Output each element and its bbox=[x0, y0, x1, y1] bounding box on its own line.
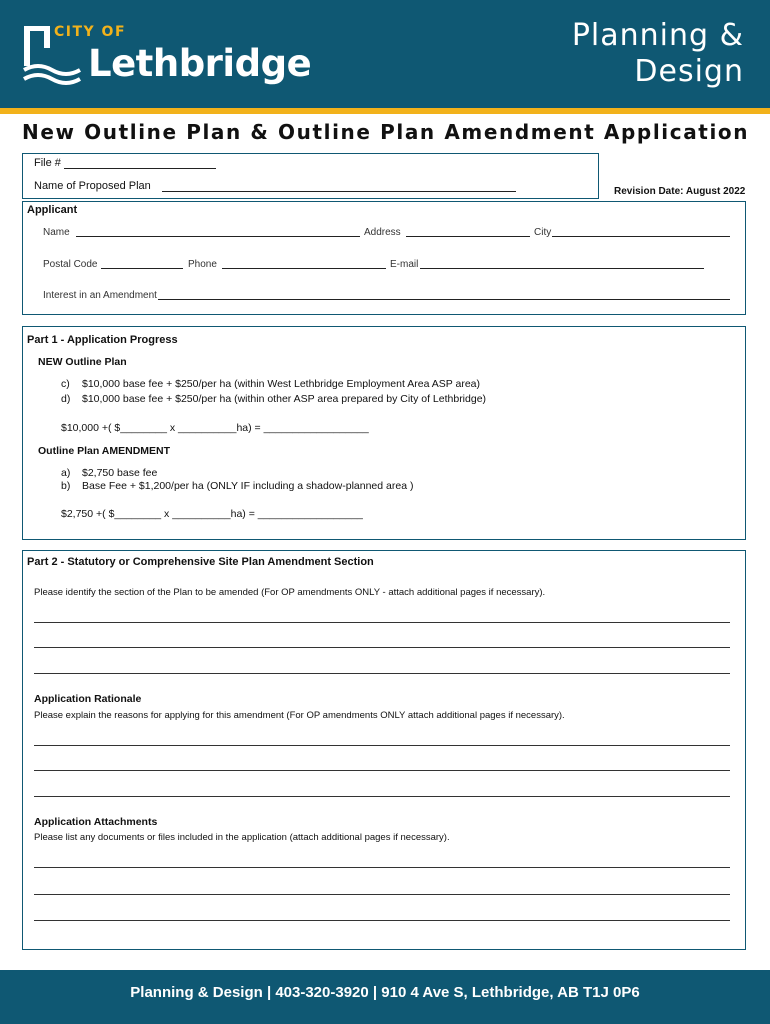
rationale-line-1[interactable] bbox=[34, 745, 730, 746]
file-number-label: File # bbox=[34, 157, 61, 169]
option-b-marker: b) bbox=[61, 480, 71, 492]
page-header bbox=[0, 0, 770, 108]
applicant-city-label: City bbox=[534, 227, 552, 238]
rationale-instructions: Please explain the reasons for applying for this amendment (For OP amendments ONLY attach additional pages if necessary). bbox=[34, 710, 565, 721]
attachments-line-2[interactable] bbox=[34, 894, 730, 895]
form-title: New Outline Plan & Outline Plan Amendment Application bbox=[22, 120, 750, 144]
logo-city-name: Lethbridge bbox=[88, 42, 312, 85]
option-d-marker: d) bbox=[61, 393, 71, 405]
applicant-address-label: Address bbox=[364, 227, 401, 238]
rationale-line-2[interactable] bbox=[34, 770, 730, 771]
interest-label: Interest in an Amendment bbox=[43, 290, 157, 301]
applicant-city-field[interactable] bbox=[552, 236, 730, 237]
rationale-line-3[interactable] bbox=[34, 796, 730, 797]
option-a-text: $2,750 base fee bbox=[82, 467, 158, 479]
phone-field[interactable] bbox=[222, 268, 386, 269]
applicant-heading: Applicant bbox=[27, 204, 78, 216]
file-info-box bbox=[22, 153, 599, 199]
header-accent-stripe bbox=[0, 108, 770, 114]
email-label: E-mail bbox=[390, 259, 419, 270]
identify-section-line-2[interactable] bbox=[34, 647, 730, 648]
file-number-field[interactable] bbox=[64, 168, 216, 169]
identify-section-line-1[interactable] bbox=[34, 622, 730, 623]
part2-heading: Part 2 - Statutory or Comprehensive Site Plan Amendment Section bbox=[27, 556, 374, 568]
option-d-text: $10,000 base fee + $250/per ha (within other ASP area prepared by City of Lethbridge) bbox=[82, 393, 487, 405]
new-plan-fee-calculation[interactable]: $10,000 +( $________ x __________ha) = __________________ bbox=[61, 422, 369, 434]
identify-section-instructions: Please identify the section of the Plan to be amended (For OP amendments ONLY - attach additional pages if necessary). bbox=[34, 587, 546, 598]
applicant-name-label: Name bbox=[43, 227, 70, 238]
amendment-heading: Outline Plan AMENDMENT bbox=[38, 445, 171, 457]
amendment-fee-calculation[interactable]: $2,750 +( $________ x __________ha) = __________________ bbox=[61, 508, 363, 520]
postal-code-label: Postal Code bbox=[43, 259, 98, 270]
option-b-text: Base Fee + $1,200/per ha (ONLY IF including a shadow-planned area ) bbox=[82, 480, 414, 492]
phone-label: Phone bbox=[188, 259, 217, 270]
footer-contact: Planning & Design | 403-320-3920 | 910 4 Ave S, Lethbridge, AB T1J 0P6 bbox=[130, 984, 640, 1001]
identify-section-line-3[interactable] bbox=[34, 673, 730, 674]
attachments-instructions: Please list any documents or files included in the application (attach additional pages if necessary). bbox=[34, 832, 450, 843]
interest-field[interactable] bbox=[158, 299, 730, 300]
applicant-name-field[interactable] bbox=[76, 236, 360, 237]
attachments-line-1[interactable] bbox=[34, 867, 730, 868]
revision-date: Revision Date: August 2022 bbox=[614, 186, 746, 197]
option-a-marker: a) bbox=[61, 467, 71, 479]
option-c-text: $10,000 base fee + $250/per ha (within West Lethbridge Employment Area ASP area) bbox=[82, 378, 480, 390]
logo-city-of: CITY OF bbox=[54, 24, 127, 40]
proposed-plan-label: Name of Proposed Plan bbox=[34, 180, 151, 192]
rationale-heading: Application Rationale bbox=[34, 693, 142, 705]
department-title bbox=[484, 18, 744, 90]
postal-code-field[interactable] bbox=[101, 268, 183, 269]
applicant-address-field[interactable] bbox=[406, 236, 530, 237]
city-logo bbox=[22, 22, 312, 92]
part2-box bbox=[22, 550, 746, 950]
proposed-plan-field[interactable] bbox=[162, 191, 516, 192]
email-field[interactable] bbox=[420, 268, 704, 269]
department-title-line2: Design bbox=[634, 54, 744, 89]
attachments-line-3[interactable] bbox=[34, 920, 730, 921]
attachments-heading: Application Attachments bbox=[34, 816, 158, 828]
option-c-marker: c) bbox=[61, 378, 70, 390]
new-outline-plan-heading: NEW Outline Plan bbox=[38, 356, 127, 368]
department-title-line1: Planning & bbox=[571, 18, 744, 53]
part1-heading: Part 1 - Application Progress bbox=[27, 334, 178, 346]
